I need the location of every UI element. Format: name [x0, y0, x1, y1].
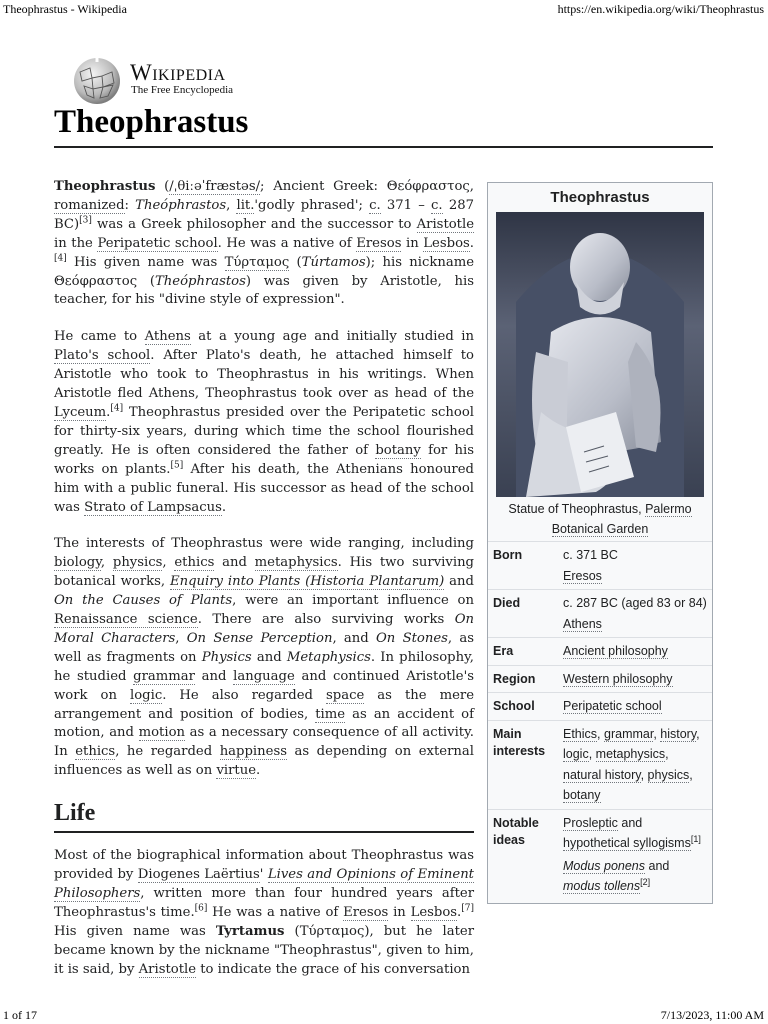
circa-link[interactable]: c. — [431, 197, 443, 213]
wikipedia-globe-icon — [72, 56, 122, 106]
lit-link[interactable]: lit. — [236, 197, 255, 213]
ethics-link[interactable]: ethics — [75, 744, 116, 760]
strato-link[interactable]: Strato of Lampsacus — [84, 499, 222, 515]
infobox — [487, 182, 713, 904]
motion-link[interactable]: motion — [138, 725, 186, 741]
circa-link[interactable]: c. — [369, 197, 381, 213]
page-title: Theophrastus — [54, 104, 249, 140]
reference-link[interactable]: [5] — [170, 460, 184, 471]
interest-link[interactable]: Ethics — [563, 726, 598, 741]
infobox-label: Born — [493, 548, 523, 562]
interest-link[interactable]: grammar — [604, 726, 654, 741]
lives-eminent-philosophers-link[interactable]: Lives and Opinions of Eminent Philosophers — [54, 867, 474, 901]
died-date: c. 287 BC (aged 83 or 84) — [563, 596, 707, 610]
aristotle-link[interactable]: Aristotle — [416, 216, 474, 232]
interest-link[interactable]: botany — [563, 788, 601, 802]
reference-link[interactable]: [2] — [640, 876, 651, 887]
tyrtamos-link[interactable]: Τύρταμος — [224, 254, 290, 270]
peripatetic-school-link[interactable]: Peripatetic school — [563, 699, 662, 713]
print-header-title: Theophrastus - Wikipedia — [3, 2, 127, 16]
palermo-botanical-garden-link[interactable]: Palermo Botanical Garden — [551, 502, 692, 536]
wikipedia-tagline: The Free Encyclopedia — [131, 84, 234, 96]
infobox-row-interests: Main interests Ethics, grammar, history, logic, metaphysics, natural history, physics, botany — [488, 720, 712, 809]
eresos-link[interactable]: Eresos — [563, 568, 602, 583]
reference-link[interactable]: [4] — [110, 403, 124, 414]
reference-link[interactable]: [1] — [690, 833, 701, 844]
lyceum-link[interactable]: Lyceum — [54, 404, 107, 420]
romanized-link[interactable]: romanized — [54, 197, 125, 213]
infobox-row-school — [488, 692, 712, 720]
grammar-link[interactable]: grammar — [133, 668, 195, 684]
infobox-label: Main interests — [493, 726, 546, 758]
interest-link[interactable]: physics — [647, 767, 690, 782]
print-header-url: https://en.wikipedia.org/wiki/Theophrastus — [557, 2, 764, 16]
reference-link[interactable]: [4] — [54, 253, 67, 264]
virtue-link[interactable]: virtue — [216, 763, 257, 779]
athens-link[interactable]: Athens — [144, 329, 191, 345]
ancient-philosophy-link[interactable]: Ancient philosophy — [563, 644, 668, 658]
renaissance-science-link[interactable]: Renaissance science — [54, 612, 198, 628]
title-divider — [54, 146, 713, 148]
enquiry-into-plants-link[interactable]: Enquiry into Plants (Historia Plantarum) — [169, 574, 445, 590]
ipa-link[interactable]: /ˌθiːəˈfræstəs/ — [169, 179, 261, 194]
born-date: c. 371 BC — [563, 548, 618, 562]
athens-link[interactable]: Athens — [563, 616, 602, 631]
infobox-row-era — [488, 637, 712, 665]
print-header — [0, 2, 768, 16]
infobox-row-born — [488, 541, 712, 589]
reference-link[interactable]: [7] — [461, 903, 474, 914]
eresos-link[interactable]: Eresos — [356, 235, 402, 251]
ethics-link[interactable]: ethics — [174, 555, 215, 571]
statue-illustration — [496, 212, 704, 497]
intro-paragraph-2: He came to Athens at a young age and initially studied in Plato's school. After Plato's death, he attached himself to Aristotle who took to Theophrastus in his writings. When Aristotle fled Athens, Theophrastus took over as head of the Lyceum.[4] Theophrastus presided over the Peripatetic school for thirty-six years, during which time the school flourished greatly. He is often considered the father of botany for his works on plants.[5] After his death, the Athenians honoured him with a public funeral. His successor as head of the school was Strato of Lampsacus. — [54, 329, 474, 515]
biology-link[interactable]: biology — [54, 555, 101, 571]
infobox-row-region — [488, 665, 712, 693]
hypothetical-syllogism-link[interactable]: hypothetical syllogisms — [563, 836, 691, 850]
infobox-caption: Statue of Theophrastus, Palermo Botanical Garden — [508, 502, 692, 536]
wikipedia-logo[interactable] — [72, 56, 272, 106]
article-body — [54, 178, 474, 998]
statue-image[interactable] — [496, 212, 704, 497]
time-link[interactable]: time — [315, 706, 346, 722]
infobox-label: School — [493, 699, 535, 713]
intro-paragraph-1: Theophrastus (/ˌθiːəˈfræstəs/; Ancient Greek: Θεόφραστος, romanized: Theóphrastos, lit.'godly phrased'; c. 371 – c. 287 BC)[3] was a Greek philosopher and the successor to Aristotle in the Peripatetic school. He was a native of Eresos in Lesbos.[4] His given name was Τύρταμος (Túrtamos); his nickname Θεόφραστος (Theóphrastos) was given by Aristotle, his teacher, for his "divine style of expression". — [54, 179, 474, 308]
reference-link[interactable]: [3] — [79, 215, 92, 226]
print-timestamp: 7/13/2023, 11:00 AM — [660, 1008, 764, 1022]
reference-link[interactable]: [6] — [194, 903, 208, 914]
interest-link[interactable]: logic — [563, 747, 589, 761]
modus-tollens-link[interactable]: modus tollens — [563, 879, 641, 893]
eresos-link[interactable]: Eresos — [343, 904, 389, 920]
infobox-row-ideas: Notable ideas Prosleptic and hypothetical syllogisms[1] Modus ponens and modus tollens[2] — [488, 809, 712, 903]
infobox-label: Notable ideas — [493, 815, 539, 847]
subject-bold: Theophrastus — [54, 179, 156, 194]
lesbos-link[interactable]: Lesbos — [410, 904, 458, 920]
physics-link[interactable]: physics — [112, 555, 163, 571]
diogenes-link[interactable]: Diogenes Laërtius — [137, 867, 260, 883]
wikipedia-wordmark: Wikipedia — [130, 60, 226, 85]
life-paragraph-1: Most of the biographical information about Theophrastus was provided by Diogenes Laërtius' Lives and Opinions of Eminent Philosophers, written more than four hundred years after Theophrastus's time.[6] He was a native of Eresos in Lesbos.[7] His given name was Tyrtamus (Τύρταμος), but he later became known by the nickname "Theophrastus", given to him, it is said, by Aristotle to indicate the grace of his conversation — [54, 848, 475, 977]
interest-link[interactable]: natural history — [563, 767, 641, 782]
infobox-row-died — [488, 589, 712, 637]
infobox-label: Died — [493, 596, 521, 610]
metaphysics-link[interactable]: metaphysics — [254, 555, 338, 571]
prosleptic-link[interactable]: Prosleptic — [563, 815, 618, 830]
modus-ponens-link[interactable]: Modus ponens — [563, 858, 646, 873]
infobox-title: Theophrastus — [550, 189, 650, 206]
interest-link[interactable]: history — [660, 726, 697, 741]
aristotle-link[interactable]: Aristotle — [138, 961, 197, 977]
page-counter: 1 of 17 — [3, 1008, 37, 1022]
interest-link[interactable]: metaphysics — [595, 747, 666, 761]
botany-link[interactable]: botany — [375, 442, 421, 458]
print-footer — [0, 1008, 768, 1022]
plato-school-link[interactable]: Plato's school — [54, 348, 151, 364]
lesbos-link[interactable]: Lesbos — [423, 235, 470, 251]
section-heading-life: Life — [54, 799, 474, 833]
language-link[interactable]: language — [233, 668, 295, 684]
western-philosophy-link[interactable]: Western philosophy — [563, 671, 673, 686]
space-link[interactable]: space — [326, 687, 365, 703]
happiness-link[interactable]: happiness — [219, 744, 287, 760]
infobox-label: Era — [493, 644, 514, 658]
peripatetic-school-link[interactable]: Peripatetic school — [97, 235, 218, 251]
infobox-label: Region — [493, 671, 536, 686]
intro-paragraph-3: The interests of Theophrastus were wide ranging, including biology, physics, ethics and metaphysics. His two surviving botanical works, Enquiry into Plants (Historia Plantarum) and On the Causes of Plants, were an important influence on Renaissance science. There are also surviving works On Moral Characters, On Sense Perception, and On Stones, as well as fragments on Physics and Metaphysics. In philosophy, he studied grammar and language and continued Aristotle's work on logic. He also regarded space as the mere arrangement and position of bodies, time as an accident of motion, and motion as a necessary consequence of all activity. In ethics, he regarded happiness as depending on external influences as well as on virtue. — [54, 536, 475, 779]
logic-link[interactable]: logic — [130, 687, 163, 703]
